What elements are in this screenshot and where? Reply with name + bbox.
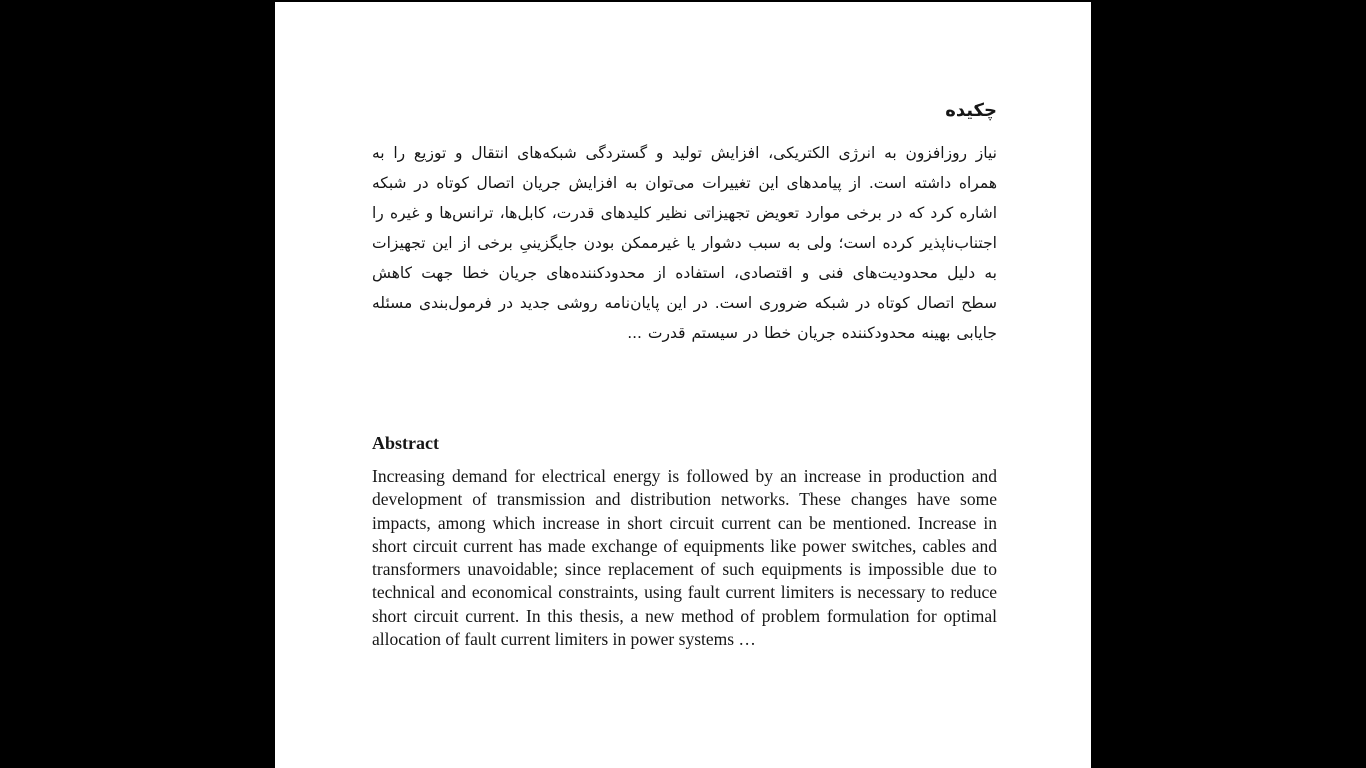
english-abstract-paragraph: Increasing demand for electrical energy is followed by an increase in production and development of transmission and distribution networks. These changes have some impacts, among which increase in short circuit current can be mentioned. Increase in short circuit current has made exchange of equipments like power switches, cables and transformers unavoidable; since replacement of such equipments is impossible due to technical and economical constraints, using fault current limiters is necessary to reduce short circuit current. In this thesis, a new method of problem formulation for optimal allocation of fault current limiters in power systems … [372,466,997,650]
persian-abstract-paragraph: نیاز روزافزون به انرژی الکتریکی، افزایش تولید و گستردگی شبکه‌های انتقال و توزیع را به همراه داشته است. از پیامدهای این تغییرات می‌توان به افزایش جریان اتصال کوتاه در شبکه اشاره کرد که در برخی موارد تعویض تجهیزاتی نظیر کلیدهای قدرت، کابل‌ها، ترانس‌ها و غیره را اجتناب‌ناپذیر کرده است؛ ولی به سبب دشوار یا غیرممکن بودن جایگزینیِ برخی از این تجهیزات به دلیل محدودیت‌های فنی و اقتصادی، استفاده از محدودکننده‌های جریان خطا جهت کاهش سطح اتصال کوتاه در شبکه ضروری است. در این پایان‌نامه روشی جدید در فرمول‌بندی مسئله جایابی بهینه محدودکننده جریان خطا در سیستم قدرت ... [372,144,997,342]
page-content [275,2,1091,651]
persian-abstract-heading: چکیده [945,100,997,121]
english-abstract-heading: Abstract [372,433,439,453]
english-abstract-section [372,432,997,651]
persian-abstract-section [372,100,997,348]
document-page [275,2,1091,768]
